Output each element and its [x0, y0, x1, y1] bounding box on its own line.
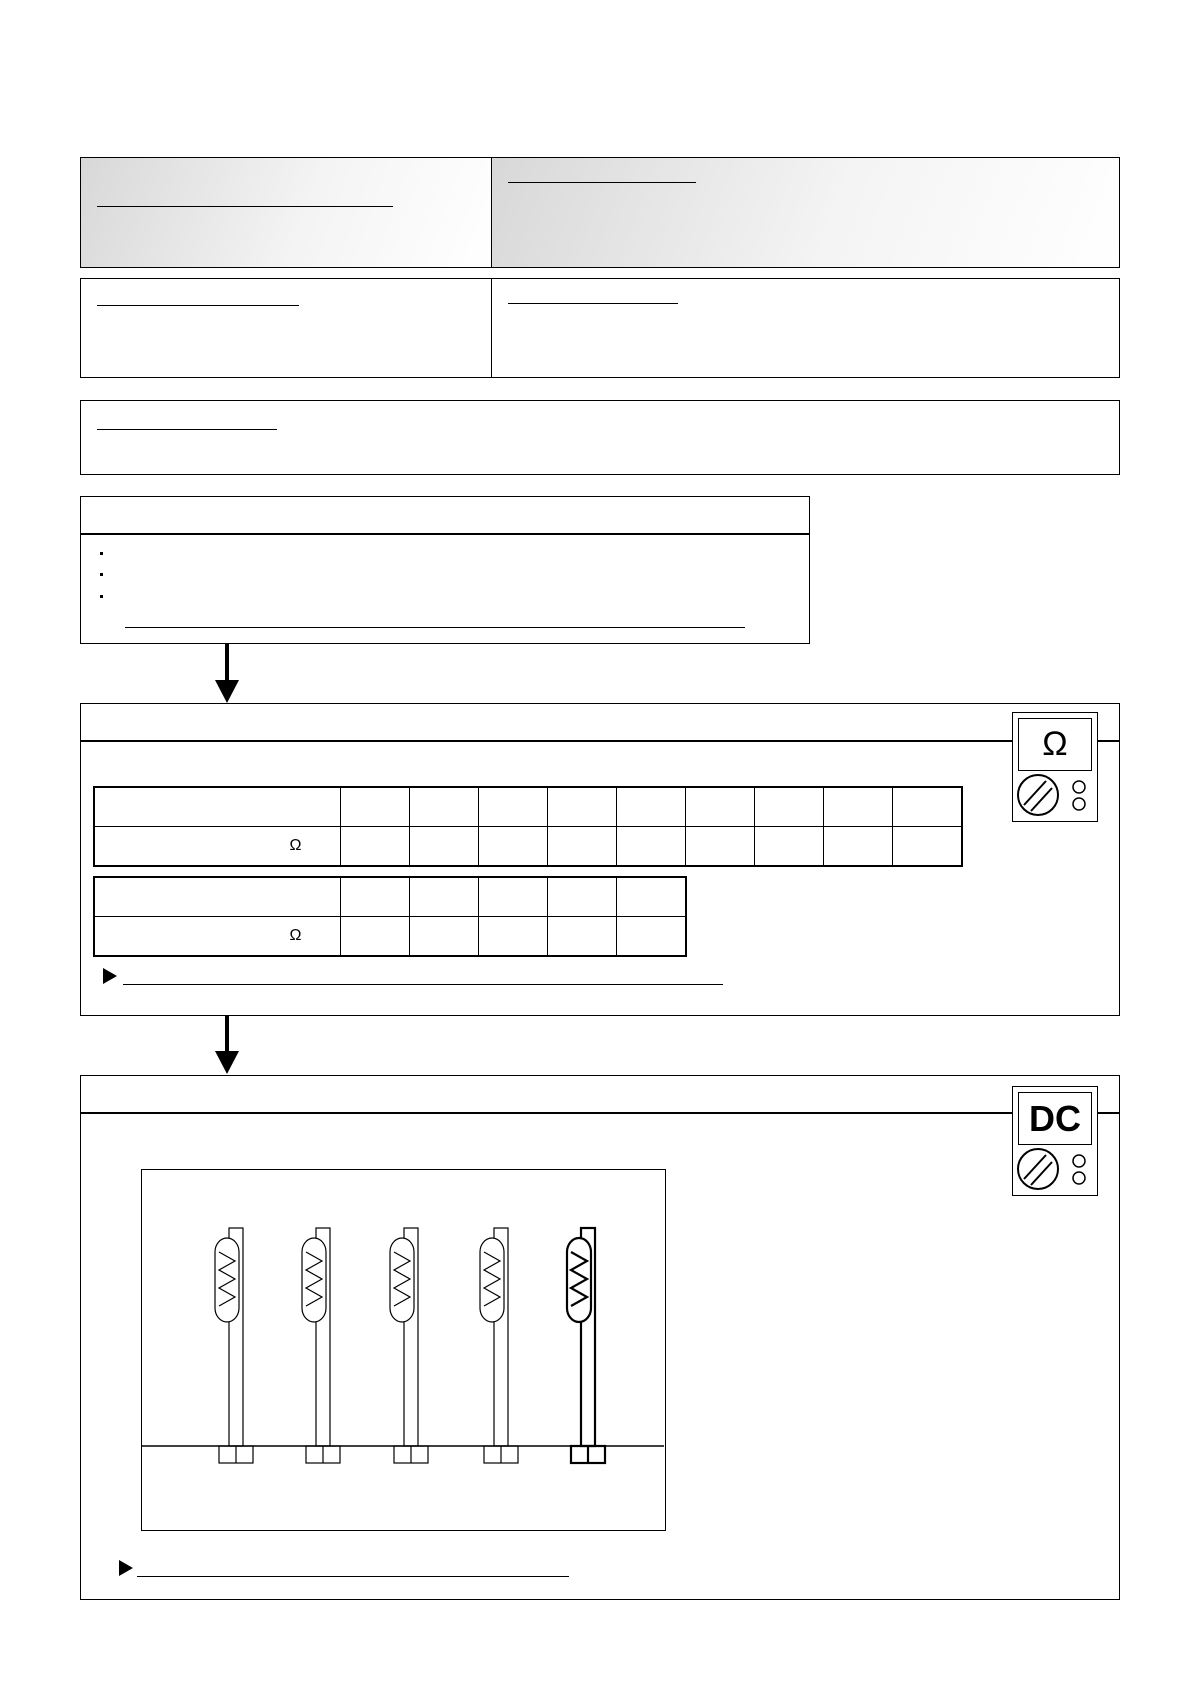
sensor-illustration: [141, 1169, 666, 1531]
heater-plug-icon: [302, 1228, 340, 1463]
glow-plug-diagram: [142, 1170, 664, 1528]
title-underline: [97, 429, 277, 430]
heater-plug-icon: [480, 1228, 518, 1463]
table-cell: [340, 787, 409, 827]
table-cell: [478, 787, 547, 827]
precheck-box: [80, 496, 810, 644]
table-cell: [409, 787, 478, 827]
title-underline: [508, 182, 696, 183]
resistance-table-1: [93, 786, 963, 867]
table-cell: [340, 877, 409, 917]
bullet: [100, 595, 103, 598]
table-cell: [616, 827, 685, 867]
meter-display: DC: [1018, 1092, 1092, 1145]
table-cell: [616, 787, 685, 827]
table-cell: [685, 827, 754, 867]
resistance-step-box: [80, 703, 1120, 1016]
flow-arrow-icon: [212, 644, 242, 704]
title-underline: [97, 206, 393, 207]
heater-plug-icon: [215, 1228, 253, 1463]
ohmmeter-icon: [1012, 712, 1098, 822]
heater-plug-icon: [390, 1228, 428, 1463]
table-cell: [823, 827, 892, 867]
table-cell: [547, 877, 616, 917]
table-cell: [478, 877, 547, 917]
table-cell: [892, 787, 962, 827]
table-cell: [409, 917, 478, 957]
info-right-box: [491, 278, 1120, 378]
dc-voltmeter-icon: [1012, 1086, 1098, 1196]
table-cell: [340, 827, 409, 867]
resistance-unit-label: Ω: [94, 827, 340, 867]
header-left-box: [80, 157, 492, 268]
meter-dial-icon: [1013, 1145, 1099, 1195]
result-underline: [137, 1576, 569, 1577]
resistance-table-2: [93, 876, 687, 957]
meter-display: Ω: [1018, 718, 1092, 771]
result-underline: [123, 984, 723, 985]
table-cell: [478, 917, 547, 957]
title-underline: [97, 305, 299, 306]
precheck-header: [81, 497, 809, 535]
note-underline: [125, 627, 745, 628]
table-cell: [823, 787, 892, 827]
description-box: [80, 400, 1120, 475]
table-cell: [94, 877, 340, 917]
bullet: [100, 573, 103, 576]
header-right-box: [491, 157, 1120, 268]
table-cell: [478, 827, 547, 867]
table-cell: [94, 787, 340, 827]
table-cell: [892, 827, 962, 867]
pointer-arrow-icon: [103, 968, 117, 984]
table-cell: [616, 877, 686, 917]
table-cell: [547, 787, 616, 827]
voltage-step-box: [80, 1075, 1120, 1600]
step-header: [81, 1076, 1119, 1114]
table-row: [94, 827, 962, 867]
heater-plug-icon: [567, 1228, 605, 1463]
table-row: [94, 787, 962, 827]
table-cell: [547, 827, 616, 867]
flow-arrow-icon: [212, 1015, 242, 1075]
step-header: [81, 704, 1119, 742]
title-underline: [508, 303, 678, 304]
meter-dial-icon: [1013, 771, 1099, 821]
info-left-box: [80, 278, 492, 378]
table-cell: [409, 877, 478, 917]
table-row: [94, 917, 686, 957]
table-cell: [754, 787, 823, 827]
table-cell: [547, 917, 616, 957]
pointer-arrow-icon: [119, 1560, 133, 1576]
table-cell: [685, 787, 754, 827]
table-cell: [340, 917, 409, 957]
table-cell: [409, 827, 478, 867]
table-row: [94, 877, 686, 917]
bullet: [100, 552, 103, 555]
resistance-unit-label: Ω: [94, 917, 340, 957]
table-cell: [616, 917, 686, 957]
table-cell: [754, 827, 823, 867]
